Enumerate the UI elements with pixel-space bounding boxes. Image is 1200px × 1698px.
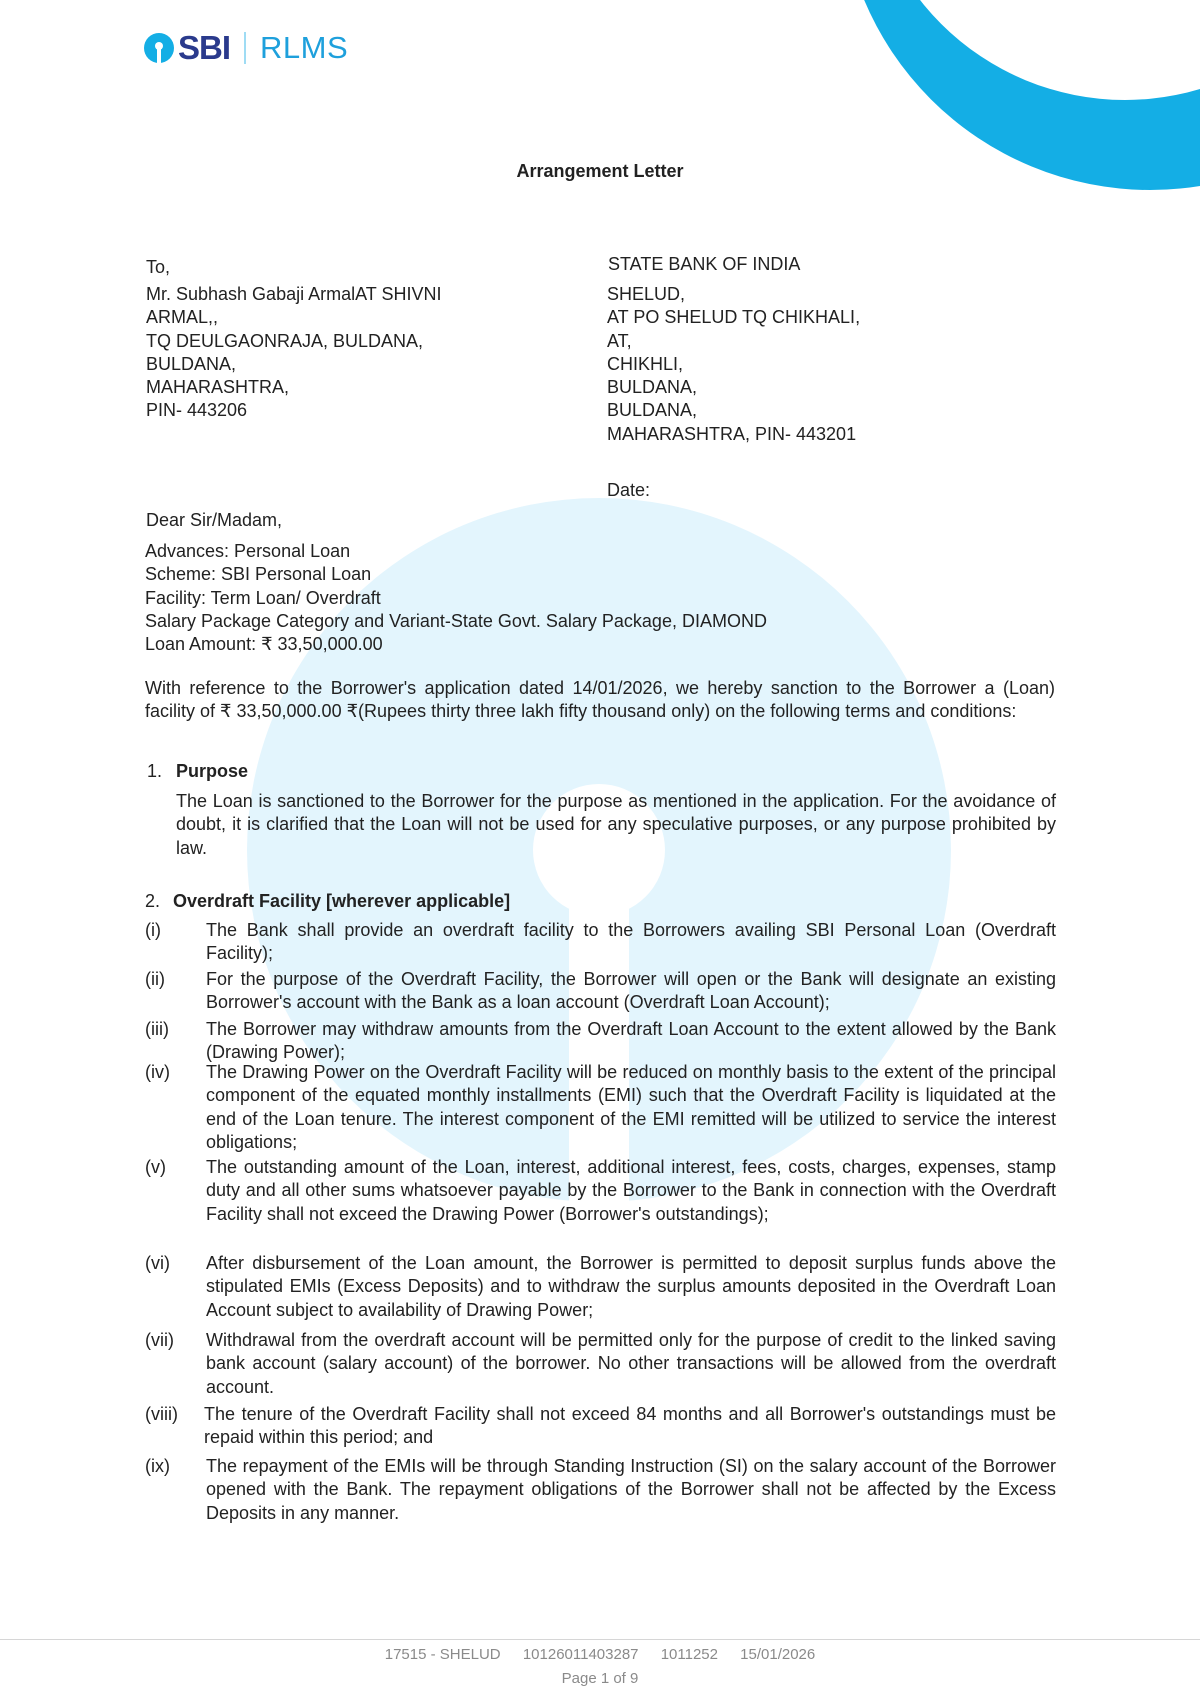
clause-text: Withdrawal from the overdraft account will be permitted only for the purpose of credit to the linked saving bank account (salary account) of the borrower. No other transactions will be allowed from the overdraft account. [206, 1330, 1056, 1397]
bank-address-line: BULDANA, [607, 377, 698, 398]
detail-salary-package: Salary Package Category and Variant-State Govt. Salary Package, DIAMOND [145, 610, 767, 631]
clause-number: (vii) [145, 1330, 174, 1350]
addressee-line: ARMAL,, [146, 307, 219, 328]
clause-number: (ix) [145, 1456, 170, 1476]
sbi-logo-icon [144, 33, 174, 63]
logo-product-name: RLMS [260, 30, 349, 65]
clause-number: (vi) [145, 1253, 170, 1273]
bank-address-line: BULDANA, [607, 400, 698, 421]
letter-title: Arrangement Letter [516, 161, 684, 181]
detail-loan-amount: Loan Amount: ₹ 33,50,000.00 [145, 634, 383, 655]
logo-bank-name: SBI [178, 29, 231, 66]
clause-text: The Drawing Power on the Overdraft Facility will be reduced on monthly basis to the extent of the principal component of the equated monthly installments (EMI) such that the Overdraft Facility is liquidated at the end of the Loan tenure. The interest component of the EMI remitted will be utilized to service the interest obligations; [206, 1062, 1056, 1152]
addressee-line: Mr. Subhash Gabaji ArmalAT SHIVNI [146, 284, 442, 304]
bank-address-line: SHELUD, [607, 284, 686, 304]
addressee-line: TQ DEULGAONRAJA, BULDANA, [146, 330, 424, 351]
clause-text: The Bank shall provide an overdraft facility to the Borrowers availing SBI Personal Loan (Overdraft Facility); [206, 920, 1056, 964]
addressee-line: MAHARASHTRA, [146, 377, 290, 398]
page-number: Page 1 of 9 [561, 1670, 639, 1687]
clause-text: After disbursement of the Loan amount, the Borrower is permitted to deposit surplus funds above the stipulated EMIs (Excess Deposits) and to withdraw the surplus amounts deposited in the Overdraft Loan Account subject to availability of Drawing Power; [206, 1253, 1056, 1320]
detail-facility: Facility: Term Loan/ Overdraft [145, 587, 381, 608]
addressee-line: BULDANA, [146, 353, 237, 374]
bank-name: STATE BANK OF INDIA [608, 254, 801, 274]
footer-account: 10126011403287 [522, 1646, 639, 1663]
to-label: To, [146, 257, 171, 277]
detail-scheme: Scheme: SBI Personal Loan [145, 564, 372, 585]
clause-text: The repayment of the EMIs will be through Standing Instruction (SI) on the salary account of the Borrower opened with the Bank. The repayment obligations of the Borrower shall not be affected by the Excess Deposits in any manner. [206, 1456, 1056, 1523]
clause-number: (i) [145, 920, 161, 940]
clause-number: (iv) [145, 1062, 170, 1082]
clause-text: The Borrower may withdraw amounts from the Overdraft Loan Account to the extent allowed by the Bank (Drawing Power); [206, 1019, 1056, 1063]
logo-divider [244, 32, 246, 64]
section-1-number: 1. [147, 761, 163, 781]
section-1-body: The Loan is sanctioned to the Borrower for the purpose as mentioned in the application. For the avoidance of doubt, it is clarified that the Loan will not be used for any speculative purposes, or any purpose prohibited by law. [176, 791, 1056, 858]
clause-text: The outstanding amount of the Loan, interest, additional interest, fees, costs, charges, expenses, stamp duty and all other sums whatsoever payable by the Borrower to the Bank in connection with the Overdraft Facility shall not exceed the Drawing Power (Borrower's outstandings); [206, 1157, 1056, 1224]
greeting: Dear Sir/Madam, [146, 510, 283, 530]
section-2-number: 2. [145, 891, 161, 911]
loan-details [145, 540, 1045, 656]
bank-address-block [607, 283, 1087, 446]
bank-address-line: AT, [607, 330, 632, 351]
section-2-heading: Overdraft Facility [wherever applicable] [173, 891, 511, 911]
clause-number: (iii) [145, 1019, 169, 1039]
clause-number: (ii) [145, 969, 165, 989]
clause-number: (v) [145, 1157, 166, 1177]
footer-date: 15/01/2026 [740, 1646, 816, 1663]
bank-address-line: MAHARASHTRA, PIN- 443201 [607, 423, 857, 444]
section-1-heading: Purpose [176, 761, 249, 781]
bank-address-line: CHIKHLI, [607, 353, 684, 374]
intro-paragraph: With reference to the Borrower's application dated 14/01/2026, we hereby sanction to the Borrower a (Loan) facility of ₹ 33,50,000.00 ₹(Rupees thirty three lakh fifty thousand only) on the following terms and conditions: [145, 678, 1055, 722]
addressee-line: PIN- 443206 [146, 400, 248, 421]
brand-logo [144, 28, 348, 68]
clause-number: (viii) [145, 1404, 178, 1424]
clause-text: The tenure of the Overdraft Facility shall not exceed 84 months and all Borrower's outstandings must be repaid within this period; and [204, 1404, 1056, 1448]
bank-address-line: AT PO SHELUD TQ CHIKHALI, [607, 307, 861, 328]
footer-ref: 1011252 [660, 1646, 718, 1663]
addressee-block [146, 283, 576, 423]
footer-branch: 17515 - SHELUD [384, 1646, 501, 1663]
footer-reference [0, 1646, 1200, 1663]
date-label: Date: [607, 480, 651, 500]
footer-divider [0, 1639, 1200, 1640]
detail-advances: Advances: Personal Loan [145, 541, 351, 561]
clause-text: For the purpose of the Overdraft Facility, the Borrower will open or the Bank will designate an existing Borrower's account with the Bank as a loan account (Overdraft Loan Account); [206, 969, 1056, 1013]
